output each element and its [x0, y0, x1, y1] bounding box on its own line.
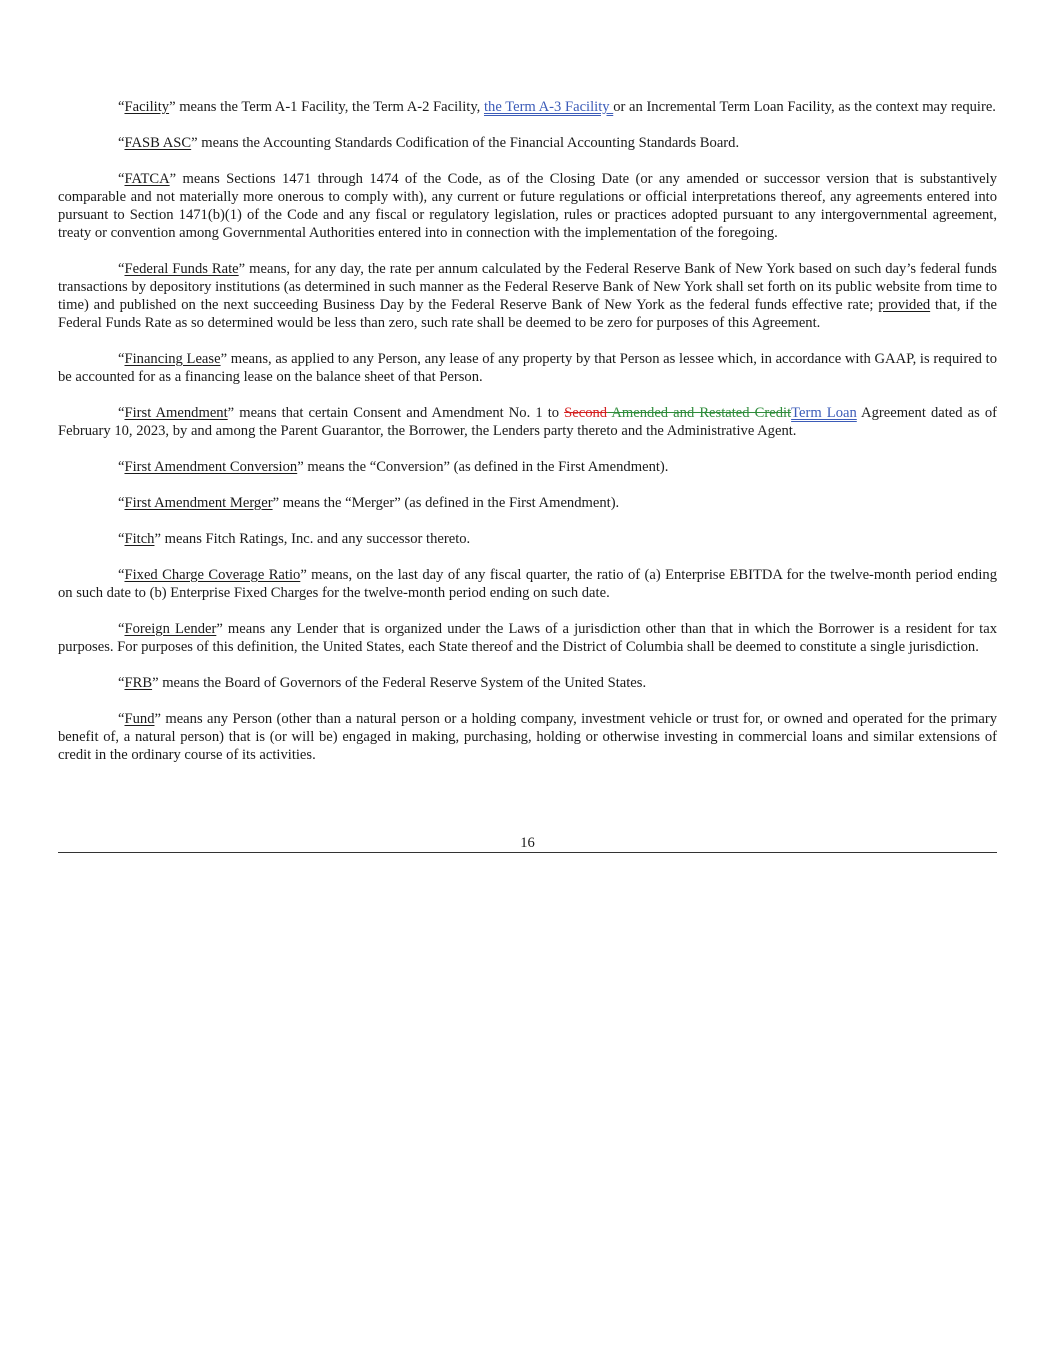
defined-term: First Amendment	[124, 405, 228, 421]
defined-term: Fitch	[124, 531, 155, 547]
inserted-text: the Term A-3 Facility	[483, 99, 614, 115]
proviso-term: provided	[878, 297, 931, 313]
definition-first-amendment: “First Amendment” means that certain Consent and Amendment No. 1 to Second Amended and Restated CreditTerm Loan Agreement dated as of February 10, 2023, by and among the Parent Guarantor, the Borrower, the Lenders party thereto and the Administrative Agent.	[58, 405, 998, 439]
definition-federal-funds-rate: “Federal Funds Rate” means, for any day, the rate per annum calculated by the Federal Reserve Bank of New York based on such day’s federal funds transactions by depository institutions (as determined in such manner as the Federal Reserve Bank of New York shall set forth on its public website from time to time) and published on the next succeeding Business Day by the Federal Reserve Bank of New York as the federal funds effective rate; provided that, if the Federal Funds Rate as so determined would be less than zero, such rate shall be deemed to be zero for purposes of this Agreement.	[58, 261, 997, 331]
page-number: 16	[520, 835, 535, 851]
deleted-text: Second	[564, 405, 608, 421]
defined-term: First Amendment Conversion	[124, 459, 298, 475]
definition-facility: “Facility” means the Term A-1 Facility, the Term A-2 Facility, the Term A-3 Facility or an Incremental Term Loan Facility, as the context may require.	[118, 99, 996, 115]
definition-financing-lease: “Financing Lease” means, as applied to any Person, any lease of any property by that Person as lessee which, in accordance with GAAP, is required to be accounted for as a financing lease on the balance sheet of that Person.	[58, 351, 997, 385]
defined-term: Fund	[124, 711, 155, 727]
defined-term: First Amendment Merger	[124, 495, 273, 511]
defined-term: Financing Lease	[124, 351, 221, 367]
definition-first-amendment-conversion: “First Amendment Conversion” means the “Conversion” (as defined in the First Amendment).	[118, 459, 669, 475]
definition-foreign-lender: “Foreign Lender” means any Lender that is organized under the Laws of a jurisdiction other than that in which the Borrower is a resident for tax purposes. For purposes of this definition, the United States, each State thereof and the District of Columbia shall be deemed to constitute a single jurisdiction.	[58, 621, 997, 655]
document-body	[58, 98, 997, 782]
defined-term: FASB ASC	[124, 135, 192, 151]
defined-term: Federal Funds Rate	[124, 261, 239, 277]
definition-first-amendment-merger: “First Amendment Merger” means the “Merger” (as defined in the First Amendment).	[118, 495, 620, 511]
inserted-text: Term Loan	[791, 405, 857, 421]
definition-frb: “FRB” means the Board of Governors of the Federal Reserve System of the United States.	[118, 675, 647, 691]
defined-term: FRB	[124, 675, 153, 691]
definition-fund: “Fund” means any Person (other than a natural person or a holding company, investment vehicle or trust for, or owned and operated for the primary benefit of, a natural person) that is (or will be) engaged in making, purchasing, holding or otherwise investing in commercial loans and similar extensions of credit in the ordinary course of its activities.	[58, 711, 997, 763]
moved-deleted-text: Amended and Restated Credit	[607, 405, 792, 421]
definition-fasb-asc: “FASB ASC” means the Accounting Standards Codification of the Financial Accounting Standards Board.	[118, 135, 740, 151]
defined-term: Fixed Charge Coverage Ratio	[124, 567, 301, 583]
definition-fitch: “Fitch” means Fitch Ratings, Inc. and any successor thereto.	[118, 531, 471, 547]
defined-term: Facility	[124, 99, 170, 115]
definition-fixed-charge-coverage-ratio: “Fixed Charge Coverage Ratio” means, on the last day of any fiscal quarter, the ratio of (a) Enterprise EBITDA for the twelve-month period ending on such date to (b) Enterprise Fixed Charges for the twelve-month period ending on such date.	[58, 567, 997, 601]
definition-fatca: “FATCA” means Sections 1471 through 1474 of the Code, as of the Closing Date (or any amended or successor version that is substantively comparable and not materially more onerous to comply with), any current or future regulations or official interpretations thereof, any agreements entered into pursuant to Section 1471(b)(1) of the Code and any fiscal or regulatory legislation, rules or practices adopted pursuant to any intergovernmental agreement, treaty or convention among Governmental Authorities entered into in connection with the implementation of the foregoing.	[58, 171, 997, 241]
defined-term: Foreign Lender	[124, 621, 217, 637]
defined-term: FATCA	[124, 171, 170, 187]
footer-rule	[58, 852, 997, 853]
